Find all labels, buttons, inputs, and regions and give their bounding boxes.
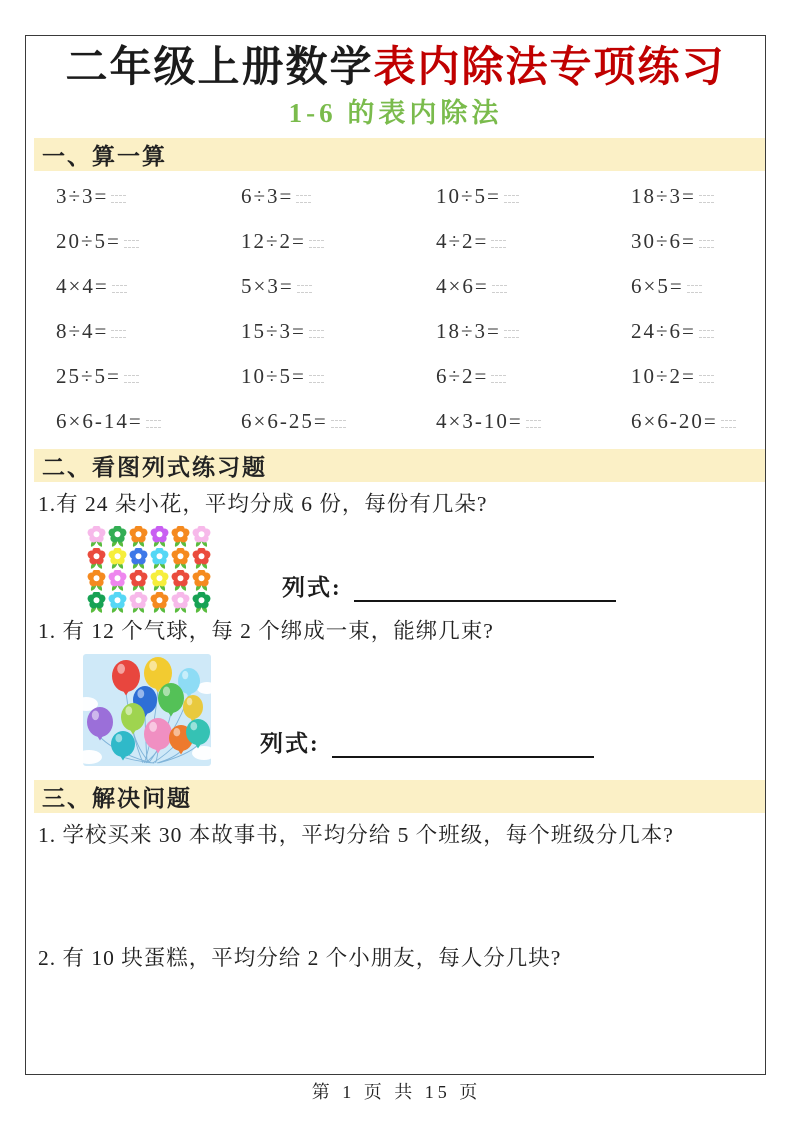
equation: 10÷5=: [436, 184, 631, 209]
equation: 8÷4=: [56, 319, 241, 344]
question-flowers-text: 1.有 24 朵小花，平均分成 6 份，每份有几朵?: [38, 492, 488, 516]
flower-icon: [191, 548, 212, 570]
flower-icon: [107, 570, 128, 592]
equation: 6×6-20=: [631, 409, 765, 434]
flower-icon: [170, 570, 191, 592]
section-3-heading: [34, 780, 765, 813]
flower-icon: [149, 592, 170, 614]
flower-icon: [149, 548, 170, 570]
equation: 20÷5=: [56, 229, 241, 254]
equation: 6×6-14=: [56, 409, 241, 434]
section-2-heading-label: 二、看图列式练习题: [42, 455, 267, 480]
answer-label: 列式:: [282, 575, 342, 600]
page-footer: 第 1 页 共 15 页: [311, 1082, 482, 1102]
equation: 4×6=: [436, 274, 631, 299]
flower-icon: [128, 592, 149, 614]
flower-icon: [191, 526, 212, 548]
flower-icon: [107, 526, 128, 548]
equation: 4×3-10=: [436, 409, 631, 434]
flower-icon: [86, 570, 107, 592]
equation: 30÷6=: [631, 229, 765, 254]
section-1-heading: [34, 138, 765, 171]
answer-blank-line: [354, 580, 616, 602]
flower-icon: [107, 548, 128, 570]
flower-icon: [128, 570, 149, 592]
equation: 4÷2=: [436, 229, 631, 254]
equation: 18÷3=: [436, 319, 631, 344]
flower-icon: [86, 548, 107, 570]
section-2-heading: [34, 449, 765, 482]
flowers-row: [26, 526, 765, 614]
flower-icon: [128, 548, 149, 570]
flower-icon: [149, 526, 170, 548]
calculation-grid: [56, 174, 765, 444]
flower-icon: [170, 592, 191, 614]
question-cakes-text: 2. 有 10 块蛋糕，平均分给 2 个小朋友，每人分几块?: [38, 946, 562, 970]
equation: 6×5=: [631, 274, 765, 299]
flower-icon: [128, 526, 149, 548]
flower-icon: [170, 526, 191, 548]
page-title-red: 表内除法专项练习: [373, 45, 726, 91]
equation: 10÷2=: [631, 364, 765, 389]
flower-icon: [86, 526, 107, 548]
equation: 12÷2=: [241, 229, 436, 254]
equation: 15÷3=: [241, 319, 436, 344]
equation: 5×3=: [241, 274, 436, 299]
page-title: [26, 40, 765, 96]
equation: 24÷6=: [631, 319, 765, 344]
equation: 18÷3=: [631, 184, 765, 209]
equation: 25÷5=: [56, 364, 241, 389]
flower-icon: [86, 592, 107, 614]
equation: 3÷3=: [56, 184, 241, 209]
flowers-image: [86, 526, 212, 614]
equation: 4×4=: [56, 274, 241, 299]
worksheet-sheet: [25, 35, 766, 1075]
flower-icon: [170, 548, 191, 570]
equation: 6×6-25=: [241, 409, 436, 434]
flower-icon: [149, 570, 170, 592]
section-3-heading-label: 三、解决问题: [42, 786, 192, 811]
flower-icon: [107, 592, 128, 614]
answer-area-flowers: [282, 569, 616, 602]
equation: 6÷2=: [436, 364, 631, 389]
equation: 10÷5=: [241, 364, 436, 389]
balloons-image: [83, 654, 211, 766]
answer-label: 列式:: [260, 731, 320, 756]
answer-blank-line: [332, 736, 594, 758]
equation: 6÷3=: [241, 184, 436, 209]
question-balloons-text: 1. 有 12 个气球，每 2 个绑成一束，能绑几束?: [38, 619, 494, 643]
section-1-heading-label: 一、算一算: [42, 144, 167, 169]
balloons-row: [26, 648, 765, 766]
question-books-text: 1. 学校买来 30 本故事书，平均分给 5 个班级，每个班级分几本?: [38, 823, 674, 847]
page-subtitle: 1-6 的表内除法: [288, 98, 503, 128]
answer-area-balloons: [260, 725, 594, 758]
flower-icon: [191, 592, 212, 614]
page-title-black: 二年级上册数学: [65, 45, 374, 91]
flower-icon: [191, 570, 212, 592]
